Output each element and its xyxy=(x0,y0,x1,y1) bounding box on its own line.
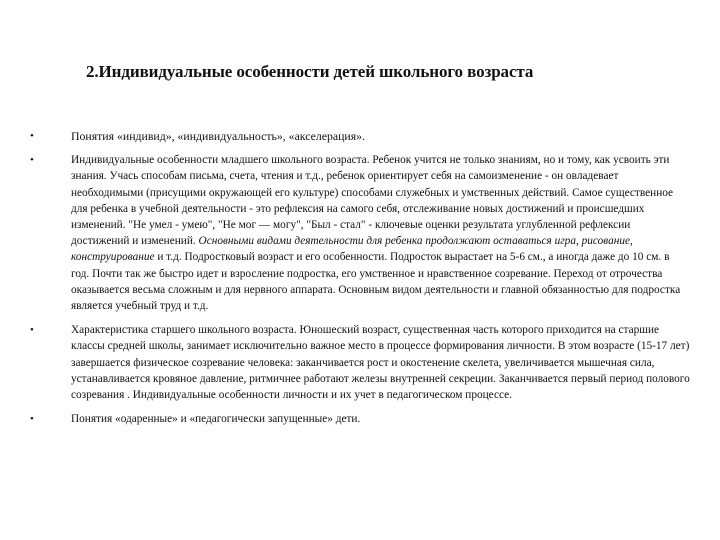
list-item-text: Понятия «одаренные» и «педагогически запущенные» дети. xyxy=(71,413,361,426)
list-item xyxy=(28,128,690,144)
list-item xyxy=(28,152,690,314)
slide-title: 2.Индивидуальные особенности детей школьного возраста xyxy=(86,62,534,81)
bullet-icon: • xyxy=(30,324,34,337)
list-item xyxy=(28,411,690,427)
list-item-text: Характеристика старшего школьного возраста. Юношеский возраст, существенная часть которого приходится на старшие классы средней школы, занимает исключительно важное место в процессе формирования личности. В этом возрасте (15-17 лет) завершается физическое созревание человека: заканчивается рост и окостенение скелета, увеличивается мышечная сила, устанавливается кровяное давление, ритмичнее работают железы внутренней секреции. Заканчивается первый период полового созревания . Индивидуальные особенности личности и их учет в педагогическом процессе. xyxy=(71,324,690,402)
bullet-icon: • xyxy=(30,154,34,167)
list-item-text: и т.д. Подростковый возраст и его особенности. Подросток вырастает на 5-6 см., а иногда даже до 10 см. в год. Почти так же быстро идет и взросление подростка, его умственное и нравственное созревание. Переход от отрочества оказывается весьма сложным и для нервного аппарата. Основным видом деятельности и главной обязанностью для подростка является учебный труд и т.д. xyxy=(71,251,681,313)
bullet-icon: • xyxy=(30,130,34,142)
bullet-icon: • xyxy=(30,413,34,426)
list-item-text: Понятия «индивид», «индивидуальность», «акселерация». xyxy=(71,129,366,143)
list-item-italic-text: Основными видами деятельности для ребенка продолжают оставаться игра, рисование, конструирование xyxy=(71,235,633,264)
bullet-list xyxy=(28,128,690,427)
list-item xyxy=(28,322,690,403)
list-item-text: Индивидуальные особенности младшего школьного возраста. Ребенок учится не только знаниям, но и тому, как усвоить эти знания. Учась способам письма, счета, чтения и т.д., ребенок ориентирует себя на самоизменение - он овладевает необходимыми (присущими окружающей его культуре) способами служебных и умственных действий. Самое существенное для ребенка в учебной деятельности - это рефлексия на самого себя, отслеживание новых достижений и происшедших изменений. "Не умел - умею", "Не мог — могу", "Был - стал" - ключевые оценки результата углубленной рефлексии достижений и изменений. xyxy=(71,154,674,248)
